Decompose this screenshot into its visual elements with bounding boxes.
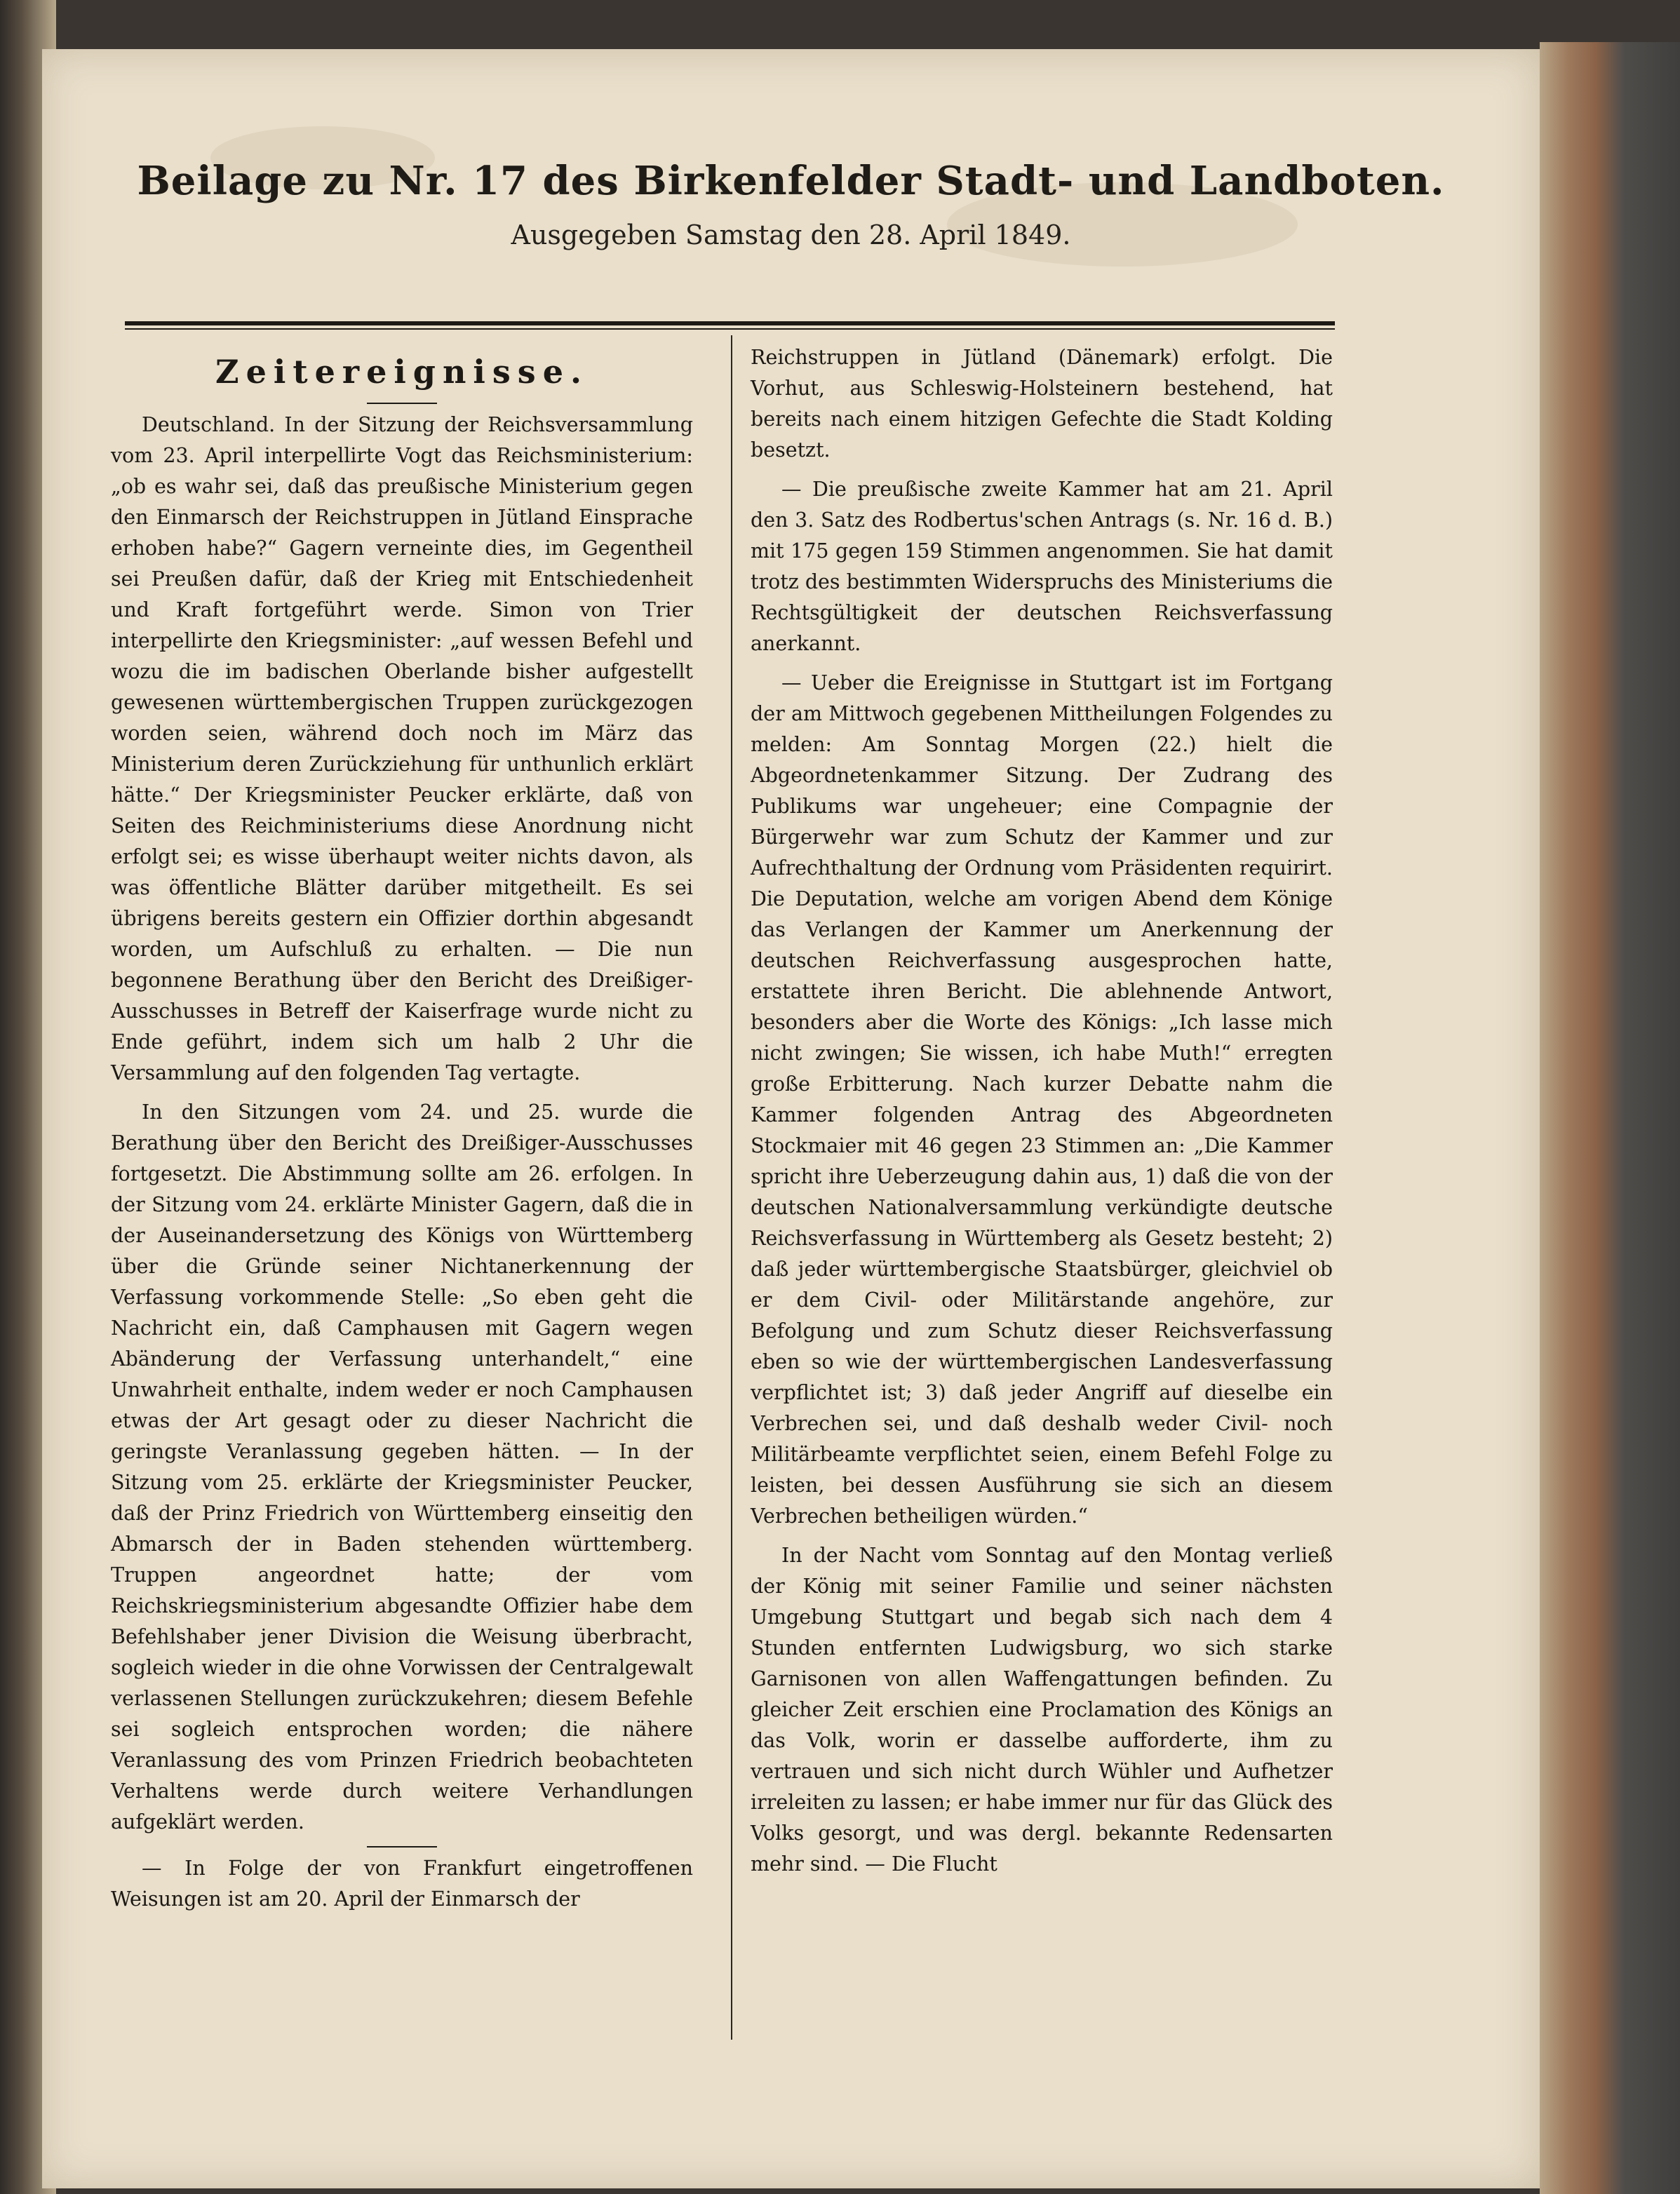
book-spine-edge — [1540, 42, 1680, 2194]
masthead — [42, 158, 1540, 250]
column-divider — [731, 335, 732, 2040]
issue-date: Ausgegeben Samstag den 28. April 1849. — [511, 220, 1071, 250]
page-title: Beilage zu Nr. 17 des Birkenfelder Stadt- und Landboten. — [137, 158, 1445, 204]
header-rule-thick — [125, 321, 1335, 325]
article-paragraph: — In Folge der von Frankfurt eingetroffenen Weisungen ist am 20. April der Einmarsch der — [111, 1857, 693, 1911]
article-paragraph: — Ueber die Ereignisse in Stuttgart ist im Fortgang der am Mittwoch gegebenen Mittheilungen Folgendes zu melden: Am Sonntag Morgen (22.) hielt die Abgeordnetenkammer Sitzung. Der Zudrang des Publikums war ungeheuer; eine Compagnie der Bürgerwehr war zum Schutz der Kammer und zur Aufrechthaltung der Ordnung vom Präsidenten requirirt. Die Deputation, welche am vorigen Abend dem Könige das Verlangen der Kammer um Anerkennung der deutschen Reichverfassung ausgesprochen hatte, erstattete ihren Bericht. Die ablehnende Antwort, besonders aber die Worte des Königs: „Ich lasse mich nicht zwingen; Sie wissen, ich habe Muth!“ erregten große Erbitterung. Nach kurzer Debatte nahm die Kammer folgenden Antrag des Abgeordneten Stockmaier mit 46 gegen 23 Stimmen an: „Die Kammer spricht ihre Ueberzeugung dahin aus, 1) daß die von der deutschen Nationalversammlung verkündigte deutsche Reichsverfassung in Württemberg als Gesetz besteht; 2) daß jeder württembergische Staatsbürger, gleichviel ob er dem Civil- oder Militärstande angehöre, zur Befolgung und zum Schutz dieser Reichsverfassung eben so wie der württembergischen Landesverfassung verpflichtet ist; 3) daß jeder Angriff auf dieselbe ein Verbrechen sei, und daß deshalb weder Civil- noch Militärbeamte verpflichtet seien, einem Befehl Folge zu leisten, bei dessen Ausführung sie sich an diesem Verbrechen betheiligen würden.“ — [751, 671, 1333, 1528]
article-paragraph: — Die preußische zweite Kammer hat am 21. April den 3. Satz des Rodbertus'schen Antrags (s. Nr. 16 d. B.) mit 175 gegen 159 Stimmen angenommen. Sie hat damit trotz des bestimmten Widerspruchs des Ministeriums die Rechtsgültigkeit der deutschen Reichsverfassung anerkannt. — [751, 478, 1333, 655]
article-paragraph: Deutschland. In der Sitzung der Reichsversammlung vom 23. April interpellirte Vogt das Reichsministerium: „ob es wahr sei, daß das preußische Ministerium gegen den Einmarsch der Reichstruppen in Jütland Einsprache erhoben habe?“ Gagern verneinte dies, im Gegentheil sei Preußen dafür, daß der Krieg mit Entschiedenheit und Kraft fortgeführt werde. Simon von Trier interpellirte den Kriegsminister: „auf wessen Befehl und wozu die im badischen Oberlande bisher aufgestellt gewesenen württembergischen Truppen zurückgezogen worden seien, während doch noch im März das Ministerium deren Zurückziehung für unthunlich erklärt hätte.“ Der Kriegsminister Peucker erklärte, daß von Seiten des Reichministeriums diese Anordnung nicht erfolgt sei; es wisse überhaupt weiter nichts davon, als was öffentliche Blätter darüber mitgetheilt. Es sei übrigens bereits gestern ein Offizier dorthin abgesandt worden, um Aufschluß zu erhalten. — Die nun begonnene Berathung über den Bericht des Dreißiger-Ausschusses in Betreff der Kaiserfrage wurde nicht zu Ende geführt, indem sich um halb 2 Uhr die Versammlung auf den folgenden Tag vertagte. — [111, 413, 693, 1084]
article-paragraph: In der Nacht vom Sonntag auf den Montag verließ der König mit seiner Familie und seiner nächsten Umgebung Stuttgart und begab sich nach dem 4 Stunden entfernten Ludwigsburg, wo sich starke Garnisonen von allen Waffengattungen befinden. Zu gleicher Zeit erschien eine Proclamation des Königs an das Volk, worin er dasselbe aufforderte, ihm zu vertrauen und sich nicht durch Wühler und Aufhetzer irreleiten zu lassen; er habe immer nur für das Glück des Volks gesorgt, und was dergl. bekannte Redensarten mehr sind. — Die Flucht — [751, 1544, 1333, 1876]
section-title: Zeitereignisse. — [215, 353, 589, 391]
article-paragraph: In den Sitzungen vom 24. und 25. wurde die Berathung über den Bericht des Dreißiger-Ausschusses fortgesetzt. Die Abstimmung sollte am 26. erfolgen. In der Sitzung vom 24. erklärte Minister Gagern, daß die in der Auseinandersetzung des Königs von Württemberg über die Gründe seiner Nichtanerkennung der Verfassung vorkommende Stelle: „So eben geht die Nachricht ein, daß Camphausen mit Gagern wegen Abänderung der Verfassung unterhandelt,“ eine Unwahrheit enthalte, indem weder er noch Camphausen etwas der Art gesagt oder zu dieser Nachricht die geringste Veranlassung gegeben hätten. — In der Sitzung vom 25. erklärte der Kriegsminister Peucker, daß der Prinz Friedrich von Württemberg einseitig den Abmarsch der in Baden stehenden württemberg. Truppen angeordnet hatte; der vom Reichskriegsministerium abgesandte Offizier habe dem Befehlshaber jener Division die Weisung überbracht, sogleich wieder in die ohne Vorwissen der Centralgewalt verlassenen Stellungen zurückzukehren; diesem Befehle sei sogleich entsprochen worden; die nähere Veranlassung des vom Prinzen Friedrich beobachteten Verhaltens werde durch weitere Verhandlungen aufgeklärt werden. — [111, 1101, 693, 1833]
section-rule — [367, 403, 437, 404]
separator-rule — [367, 1846, 437, 1848]
header-rule-thin — [125, 328, 1335, 330]
article-paragraph: Reichstruppen in Jütland (Dänemark) erfolgt. Die Vorhut, aus Schleswig-Holsteinern bestehend, hat bereits nach einem hitzigen Gefechte die Stadt Kolding besetzt. — [751, 346, 1333, 462]
left-column — [111, 342, 693, 1923]
right-column — [751, 342, 1333, 1888]
